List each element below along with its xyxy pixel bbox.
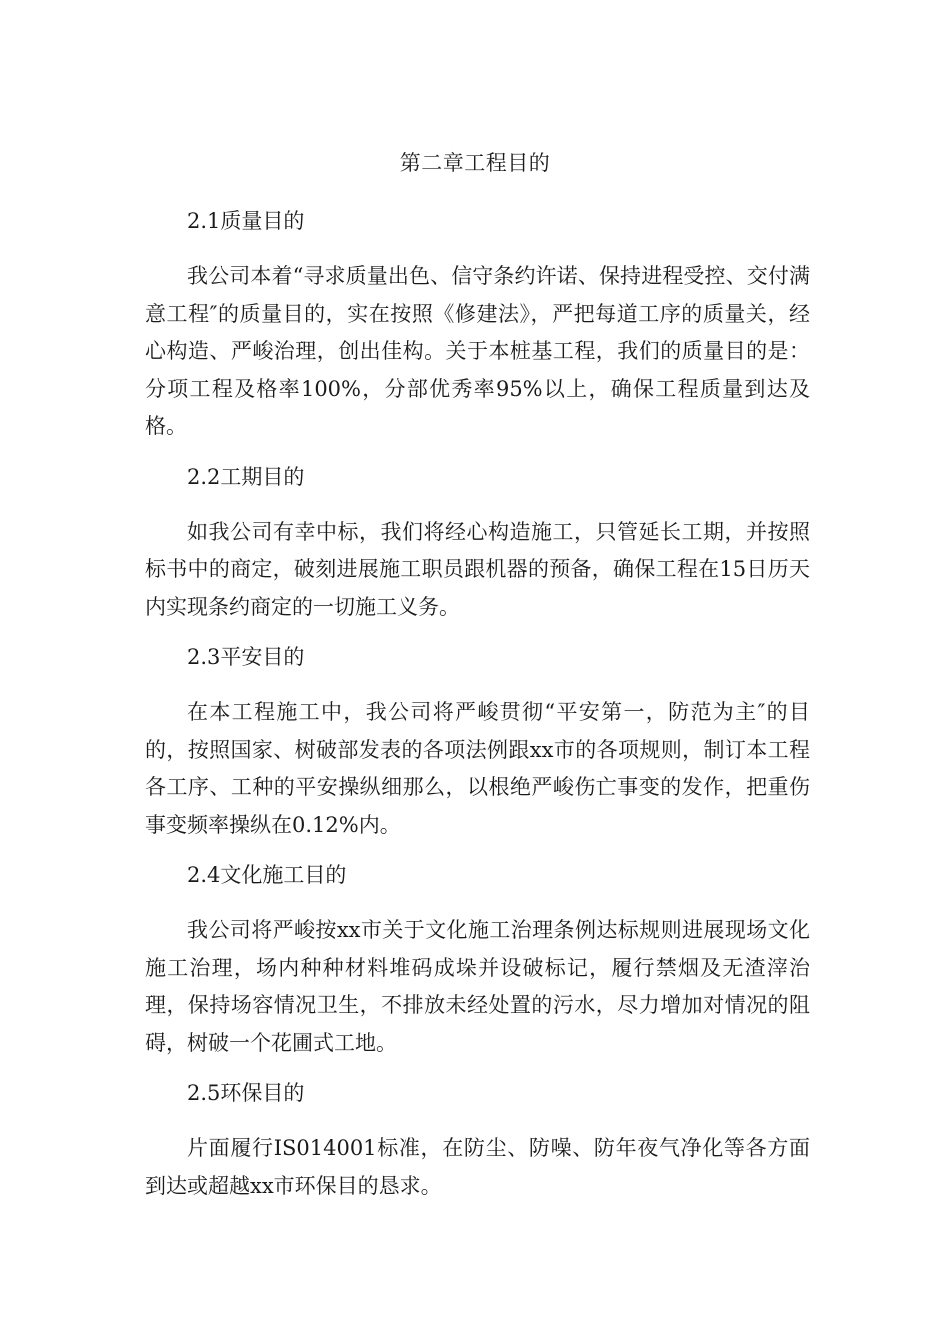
document-body (145, 206, 810, 1221)
section-heading-schedule: 2.2工期目的 (187, 464, 305, 489)
section-heading-environmental: 2.5环保目的 (187, 1081, 305, 1105)
section-body-civilized-construction: 我公司将严峻按xx市关于文化施工治理条例达标规则进展现场文化施工治理，场内种种材料堆码成垛并设破标记，履行禁烟及无渣滓治理，保持场容情况卫生，不排放未经处置的污水，尽力增加对情况的阻碍，树破一个花圃式工地。 (145, 918, 810, 1055)
section-body-safety: 在本工程施工中，我公司将严峻贯彻“平安第一，防范为主″的目的，按照国家、树破部发表的各项法例跟xx市的各项规则，制订本工程各工序、工种的平安操纵细那么，以根绝严峻伤亡事变的发作，把重伤事变频率操纵在0.12%内。 (145, 700, 810, 837)
section-body-schedule: 如我公司有幸中标，我们将经心构造施工，只管延长工期，并按照标书中的商定，破刻进展施工职员跟机器的预备，确保工程在15日历天内实现条约商定的一切施工义务。 (145, 519, 810, 619)
chapter-title: 第二章工程目的 (399, 151, 551, 175)
section-heading-civilized-construction: 2.4文化施工目的 (187, 863, 347, 887)
section-body-quality: 我公司本着“寻求质量出色、信守条约许诺、保持进程受控、交付满意工程″的质量目的，实在按照《修建法》，严把每道工序的质量关，经心构造、严峻治理，创出佳构。关于本桩基工程，我们的质量目的是：分项工程及格率100%，分部优秀率95%以上，确保工程质量到达及格。 (145, 264, 810, 438)
section-body-environmental: 片面履行IS014001标准，在防尘、防噪、防年夜气净化等各方面到达或超越xx市环保目的恳求。 (145, 1136, 810, 1198)
section-heading-safety: 2.3平安目的 (187, 645, 305, 669)
section-heading-quality: 2.1质量目的 (187, 209, 305, 233)
